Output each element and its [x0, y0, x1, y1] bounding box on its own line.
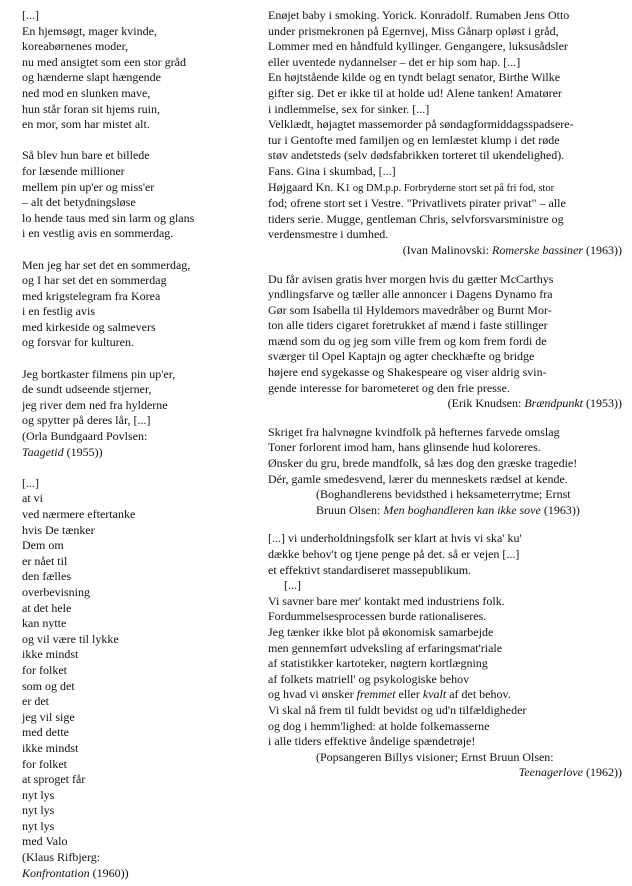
poem-line: med dette	[22, 725, 69, 740]
verse-olsen-boghandler	[268, 425, 622, 519]
prose-line: under prismekronen på Egernvej, Miss Gånarp opløst i gråd,	[268, 23, 559, 38]
prose-line: eller uventede nydannelser – det er hip som hap. [...]	[268, 54, 521, 69]
poem-line: hvis De tænker	[22, 522, 95, 537]
poem-line: for folket	[22, 662, 67, 677]
poem-line: nyt lys	[22, 787, 55, 802]
prose-line: verdensmestre i dumhed.	[268, 227, 389, 242]
prose-line: Lommer med en håndfuld kyllinger. Gengangere, luksusådsler	[268, 39, 568, 54]
attribution	[22, 866, 262, 882]
attribution: (Boghandlerens bevidsthed i heksameterrytme; Ernst	[316, 487, 571, 502]
poem-line: jeg vil sige	[22, 709, 75, 724]
work-title: Romerske bassiner	[492, 242, 583, 257]
poem-line: og vil være til lykke	[22, 631, 119, 646]
verse-line: Vi savner bare mer' kontakt med industriens folk.	[268, 593, 505, 608]
attribution: Teenagerlove (1962))	[518, 765, 622, 780]
work-title: Brændpunkt	[524, 396, 583, 411]
poem-rifbjerg	[22, 476, 262, 881]
poem-line: at vi	[22, 491, 43, 506]
poem-line: er det	[22, 694, 49, 709]
prose-line: Du får avisen gratis hver morgen hvis du gætter McCarthys	[268, 271, 554, 286]
attribution: (Ivan Malinovski: Romerske bassiner (1963))	[402, 242, 622, 257]
work-title: Teenagerlove	[518, 765, 583, 780]
poem-line: ikke mindst	[22, 647, 79, 662]
prose-line: gifter sig. Det er ikke til at holde ud! Alene tanken! Amatører	[268, 85, 562, 100]
poem-line: koreabørnenes moder,	[22, 39, 129, 54]
prose-line: En højtstående kilde og en tyndt belagt senator, Birthe Wilke	[268, 70, 561, 85]
poem-line: i en festlig avis	[22, 304, 95, 319]
poem-line: – alt det betydningsløse	[22, 195, 136, 210]
attribution: (Klaus Rifbjerg:	[22, 850, 101, 865]
poem-line: og I har set det en sommerdag	[22, 273, 167, 288]
prose-line	[268, 180, 622, 197]
poem-line: for læsende millioner	[22, 163, 125, 178]
poem-line: nu med ansigtet som een stor gråd	[22, 54, 186, 69]
verse-line: og hvad vi ønsker fremmet eller kvalt af det behov.	[268, 687, 511, 702]
attribution: (Erik Knudsen: Brændpunkt (1953))	[447, 396, 622, 411]
poem-line: de sundt udseende stjerner,	[22, 382, 152, 397]
verse-line: og dog i hemm'lighed: at holde folkemasserne	[268, 718, 490, 733]
poem-line: lo hende taus med sin larm og glans	[22, 210, 195, 225]
verse-line: [...]	[284, 578, 301, 593]
poem-line: for folket	[22, 756, 67, 771]
poem-line: [...]	[22, 475, 39, 490]
verse-line: af folkets matriell' og psykologiske behov	[268, 671, 470, 686]
verse-line: [...] vi underholdningsfolk ser klart at hvis vi ska' ku'	[268, 531, 522, 546]
prose-line: fod; ofrene stort set i Vestre. "Privatlivets pirater privat" – alle	[268, 196, 566, 211]
prose-line: gende interesse for barometeret og den frie presse.	[268, 380, 510, 395]
verse-line: Dér, gamle smedesvend, lærer du menneskets rædsel at kende.	[268, 471, 568, 486]
verse-line: Toner forlorent imod ham, hans glinsende hud koloreres.	[268, 440, 541, 455]
verse-olsen-teenagerlove	[268, 531, 622, 781]
work-title: Men boghandleren kan ikke sove	[383, 502, 541, 517]
poem-line: ikke mindst	[22, 740, 79, 755]
attribution: (Popsangeren Billys visioner; Ernst Bruun Olsen:	[316, 749, 554, 764]
work-title: Taagetid	[22, 444, 64, 459]
poem-line: og forsvar for kulturen.	[22, 335, 134, 350]
poem-line: overbevisning	[22, 584, 90, 599]
verse-line: Ønsker du gru, brede mandfolk, så læs dog den græske tragedie!	[268, 456, 578, 471]
poem-line: hun står foran sit hjems ruin,	[22, 101, 160, 116]
poem-line: En hjemsøgt, mager kvinde,	[22, 23, 157, 38]
poem-line: Men jeg har set det en sommerdag,	[22, 257, 191, 272]
verse-line: men gennemført udveksling af erfaringsmat'riale	[268, 640, 503, 655]
poem-line: kan nytte	[22, 616, 67, 631]
prose-line: i indlemmelse, sex for sinker. [...]	[268, 101, 430, 116]
attribution: (Orla Bundgaard Povlsen:	[22, 429, 148, 444]
attribution	[22, 445, 262, 461]
prose-malinovski	[268, 8, 622, 259]
prose-segment: Højgaard Kn. K	[268, 179, 345, 194]
work-title: Konfrontation	[22, 865, 90, 880]
poem-line: Så blev hun bare et billede	[22, 148, 150, 163]
poem-line: den fælles	[22, 569, 71, 584]
work-year: (1955))	[63, 444, 103, 459]
poem-line: i en vestlig avis en sommerdag.	[22, 226, 174, 241]
poem-line: mellem pin up'er og miss'er	[22, 179, 155, 194]
prose-line: yndlingsfarve og tæller alle annoncer i Dagens Dynamo fra	[268, 287, 553, 302]
attribution: Bruun Olsen: Men boghandleren kan ikke sove (1963))	[316, 502, 580, 517]
poem-line: jeg river dem ned fra hylderne	[22, 397, 168, 412]
poem-line: med kirkeside og salmevers	[22, 319, 156, 334]
prose-line: Fans. Gina i skumbad, [...]	[268, 163, 396, 178]
prose-line: Enøjet baby i smoking. Yorick. Konradolf. Rumaben Jens Otto	[268, 8, 570, 22]
prose-line: højere end sygekasse og Shakespeare og viser aldrig svin-	[268, 365, 547, 380]
poem-line: ved nærmere eftertanke	[22, 507, 136, 521]
prose-line: mænd som du og jeg som ville frem og kom frem fordi de	[268, 333, 547, 348]
poem-line: [...]	[22, 8, 39, 22]
prose-segment-small: 1 og DM.p.p. Forbryderne stort set på fri fod, stor	[344, 182, 555, 194]
poem-line: Dem om	[22, 538, 64, 553]
poem-line: og spytter på deres lår, [...]	[22, 413, 151, 428]
prose-line: tur i Gentofte med familjen og en lemlæstet klump i det røde	[268, 132, 560, 147]
poem-povlsen	[22, 8, 262, 460]
prose-knudsen	[268, 272, 622, 412]
left-column	[22, 8, 262, 881]
poem-line: nyt lys	[22, 818, 55, 833]
poem-line: og hænderne slapt hængende	[22, 70, 161, 85]
prose-line: tiders serie. Mugge, gentleman Chris, selvforsvarsministre og	[268, 211, 564, 226]
verse-line: Jeg tænker ikke blot på økonomisk samarbejde	[268, 624, 494, 639]
poem-line: med Valo	[22, 834, 68, 849]
poem-line: en mor, som har mistet alt.	[22, 117, 150, 132]
verse-line: dække behov't og tjene penge på det. så er vejen [...]	[268, 547, 520, 561]
poem-line: at sproget får	[22, 772, 86, 787]
verse-line: Fordummelsesprocessen burde rationaliseres.	[268, 609, 487, 624]
verse-line: Skriget fra halvnøgne kvindfolk på hefternes farvede omslag	[268, 424, 560, 439]
poem-line: nyt lys	[22, 803, 55, 818]
prose-line: ton alle tiders cigaret foretrukket af mænd i faste stillinger	[268, 318, 548, 333]
verse-line: i alle tiders effektive åndelige spændetrøje!	[268, 734, 476, 749]
right-column	[268, 8, 622, 781]
prose-line: Gør som Isabella til Hyldemors mavedråber og Burnt Mor-	[268, 302, 552, 317]
poem-line: at det hele	[22, 600, 72, 615]
prose-line: Velklædt, højagtet massemorder på søndagformiddagsspadsere-	[268, 117, 574, 132]
poem-line: med krigstelegram fra Korea	[22, 288, 161, 303]
verse-line: et effektivt standardiseret massepublikum.	[268, 562, 472, 577]
prose-line: sværger til Opel Kaptajn og agter checkhæfte og bridge	[268, 349, 535, 364]
poem-line: som og det	[22, 678, 75, 693]
verse-line: af statistikker kartoteker, nøgtern kortlægning	[268, 656, 488, 671]
poem-line: er nået til	[22, 553, 68, 568]
poem-line: ned mod en slunken mave,	[22, 85, 151, 100]
verse-line: Vi skal nå frem til fuldt bevidst og ud'n tilfældigheder	[268, 702, 527, 717]
poem-line: Jeg bortkaster filmens pin up'er,	[22, 366, 176, 381]
prose-line: støv andetsteds (selv dødsfabrikken torteret til ukendelighed).	[268, 148, 565, 163]
work-year: (1960))	[89, 865, 129, 880]
